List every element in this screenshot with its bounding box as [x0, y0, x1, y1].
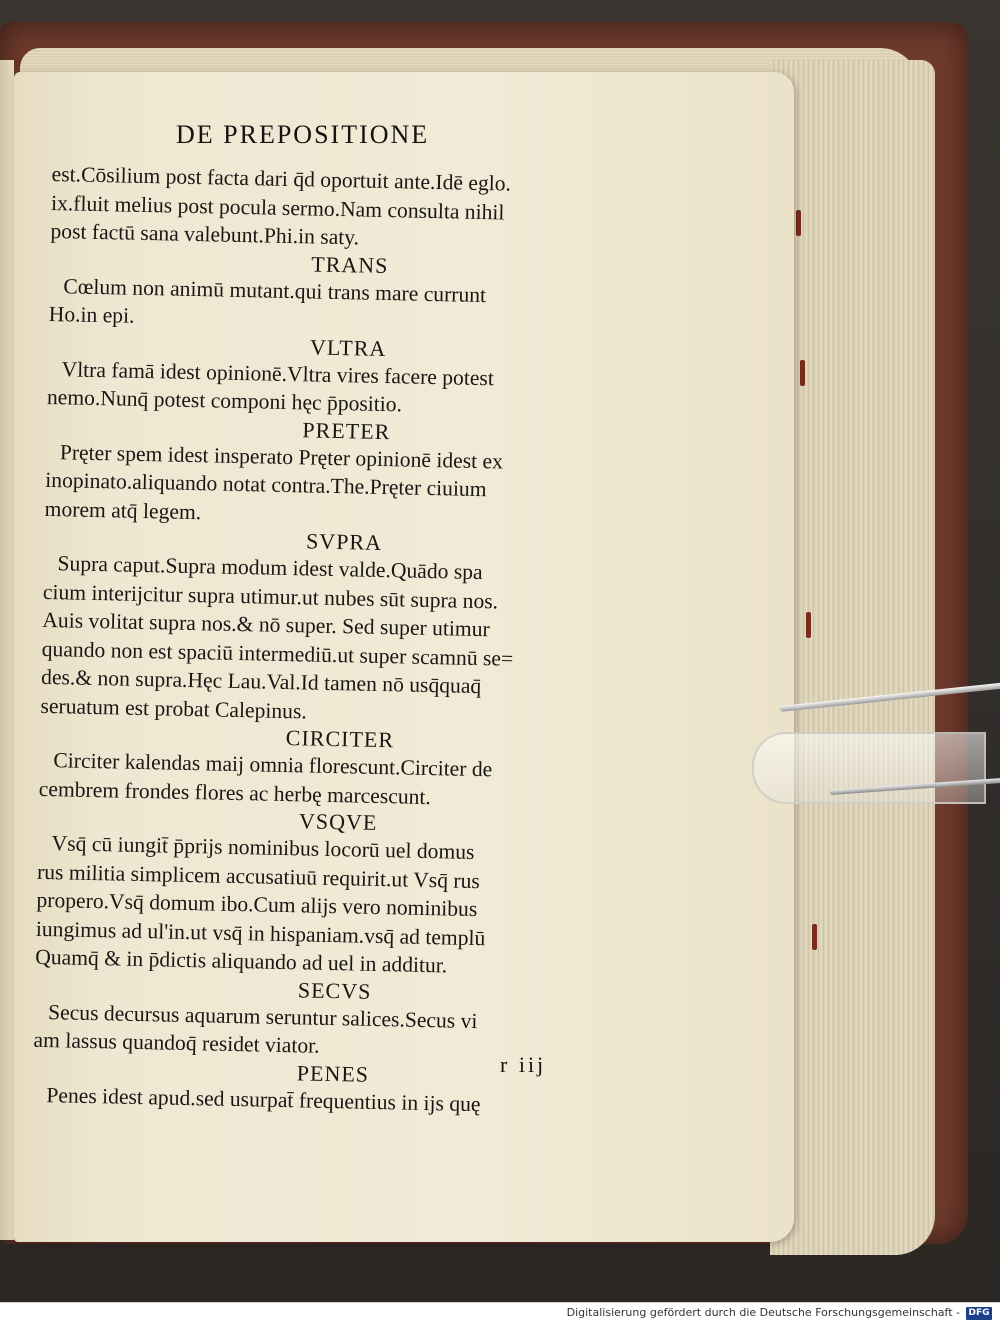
- glass-page-clip: [752, 732, 986, 804]
- text-line: Circiter kalendas maij omnia florescunt.Circiter de: [53, 748, 493, 782]
- text-section: [48, 245, 620, 340]
- text-line: Penes idest apud.sed usurpat̄ frequentius in ijs quę: [46, 1082, 481, 1116]
- text-line: Pręter spem idest insperato Pręter opinionē idest ex: [59, 439, 504, 474]
- text-section: [44, 411, 616, 534]
- text-section: [40, 523, 614, 732]
- text-section: [35, 803, 608, 983]
- section-heading: PENES: [296, 1059, 370, 1087]
- footer-bar: [0, 1302, 1000, 1324]
- text-line: Ho.in epi.: [48, 301, 135, 328]
- section-heading: SECVS: [297, 976, 372, 1004]
- text-line: Vltra famā idest opinionē.Vltra vires facere potest: [61, 356, 495, 390]
- text-line: morem atq̄ legem.: [44, 496, 202, 524]
- section-heading: VLTRA: [309, 333, 387, 361]
- section-heading: PRETER: [302, 416, 391, 444]
- fore-edge-mark: [796, 210, 801, 236]
- text-line: seruatum est probat Calepinus.: [40, 693, 308, 723]
- text-section: [47, 328, 619, 423]
- text-line: Quamq̄ & in p̄dictis aliquando ad uel in additur.: [35, 944, 448, 978]
- running-head: DE PREPOSITIONE: [176, 120, 430, 149]
- section-heading: TRANS: [311, 250, 389, 278]
- text-section: [50, 160, 622, 257]
- text-line: ix.fluit melius post pocula sermo.Nam consulta nihil: [50, 190, 505, 224]
- text-line: est.Cōsilium post facta dari q̄d oportuit ante.Idē eglo.: [51, 161, 512, 196]
- text-line: cium interijcitur supra utimur.ut nubes sūt supra nos.: [42, 579, 499, 613]
- page-text: [32, 160, 622, 1121]
- fore-edge-mark: [800, 360, 805, 386]
- text-line: nemo.Nunq̄ potest componi hęc p̄positio.: [46, 384, 403, 417]
- section-heading: CIRCITER: [285, 725, 395, 753]
- page-fore-edge: [770, 60, 935, 1255]
- gutter-edge: [0, 60, 14, 1240]
- text-line: propero.Vsq̄ domum ibo.Cum alijs vero nominibus: [36, 887, 478, 922]
- text-line: quando non est spaciū intermediū.ut super scamnū se=: [41, 636, 514, 671]
- dfg-logo: DFG: [966, 1307, 992, 1320]
- text-line: Vsq̄ cū iungit̄ p̄prijs nominibus locorū uel domus: [51, 831, 475, 864]
- fore-edge-mark: [806, 612, 811, 638]
- text-line: rus militia simplicem accusatiuū requirit.ut Vsq̄ rus: [36, 859, 481, 893]
- text-line: inopinato.aliquando notat contra.The.Pręter ciuium: [45, 467, 487, 502]
- text-line: am lassus quandoq̄ residet viator.: [33, 1027, 320, 1058]
- text-line: post factū sana valebunt.Phi.in saty.: [50, 218, 360, 250]
- footer-text: Digitalisierung gefördert durch die Deutsche Forschungsgemeinschaft -: [566, 1306, 960, 1319]
- text-line: Secus decursus aquarum seruntur salices.Secus vi: [47, 999, 478, 1033]
- text-section: [39, 720, 611, 815]
- text-line: Cœlum non animū mutant.qui trans mare currunt: [63, 273, 487, 307]
- text-line: cembrem frondes flores ac herbę marcescunt.: [38, 776, 432, 809]
- text-line: des.& non supra.Hęc Lau.Val.Id tamen nō usq̄quaq̄: [40, 664, 482, 699]
- signature-mark: r iij: [500, 1052, 547, 1077]
- fore-edge-mark: [812, 924, 817, 950]
- section-heading: VSQVE: [298, 808, 378, 835]
- text-line: iungimus ad ul'in.ut vsq̄ in hispaniam.vsq̄ ad templū: [35, 916, 486, 950]
- text-line: Auis volitat supra nos.& nō super. Sed super utimur: [42, 607, 490, 642]
- text-line: Supra caput.Supra modum idest valde.Quādo spa: [57, 551, 483, 585]
- section-heading: SVPRA: [305, 528, 383, 555]
